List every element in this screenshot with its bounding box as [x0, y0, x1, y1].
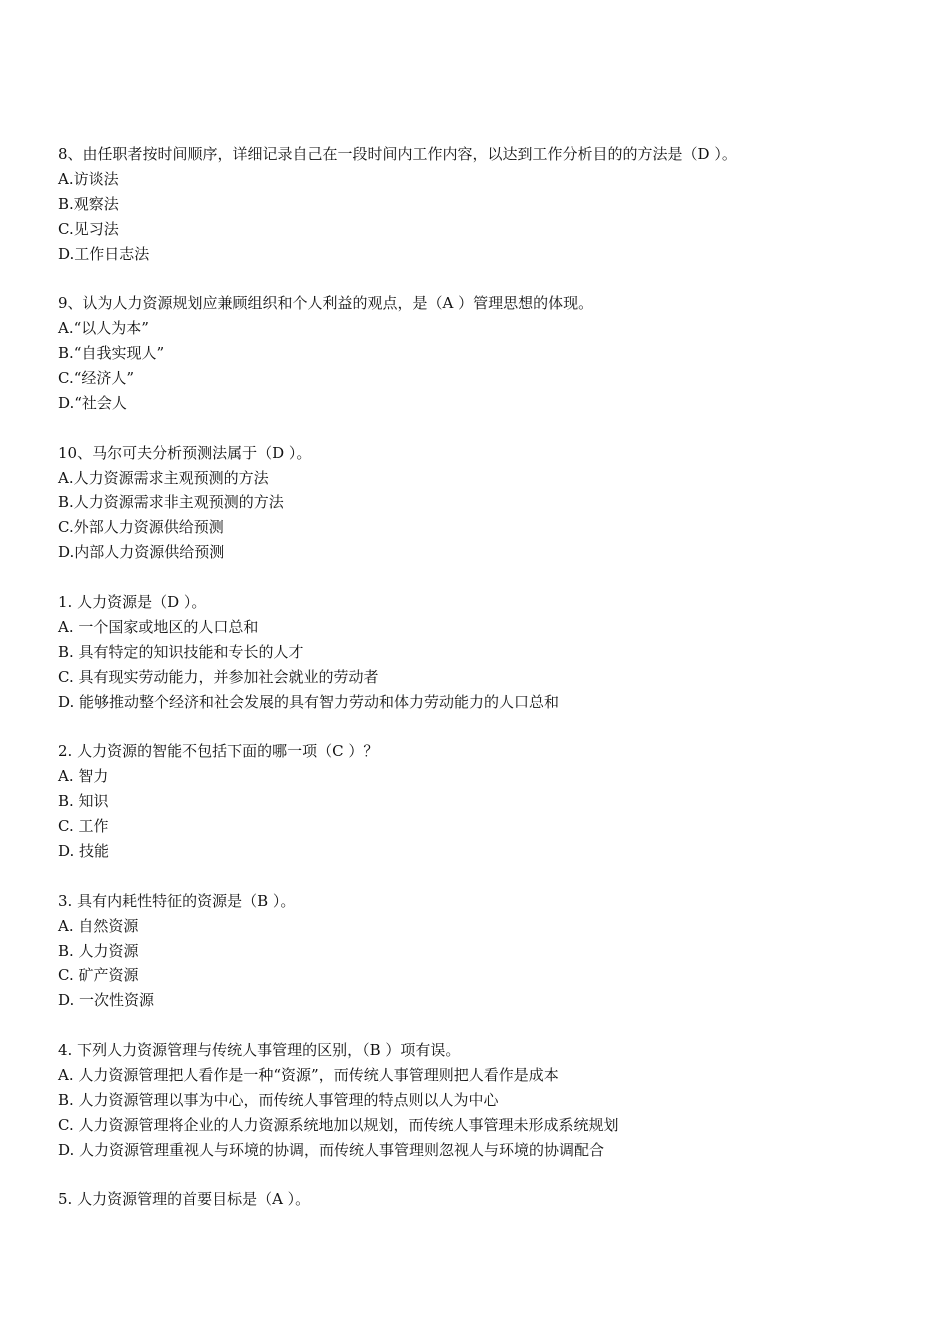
option-b: B.“自我实现人”	[58, 344, 165, 363]
question-3	[58, 889, 918, 1013]
question-stem: 8、由任职者按时间顺序，详细记录自己在一段时间内工作内容，以达到工作分析目的的方法是（D ）。	[58, 145, 737, 163]
option-a: A. 智力	[58, 767, 109, 786]
option-d: D. 一次性资源	[58, 991, 155, 1010]
question-stem: 5. 人力资源管理的首要目标是（A ）。	[58, 1190, 311, 1209]
option-d: D. 能够推动整个经济和社会发展的具有智力劳动和体力劳动能力的人口总和	[58, 692, 560, 711]
option-d: D.工作日志法	[58, 244, 150, 263]
option-b: B. 知识	[58, 792, 109, 811]
question-1	[58, 590, 918, 714]
option-a: A. 人力资源管理把人看作是一种“资源”，而传统人事管理则把人看作是成本	[58, 1065, 559, 1084]
option-c: C. 人力资源管理将企业的人力资源系统地加以规划，而传统人事管理未形成系统规划	[58, 1115, 619, 1134]
option-d: D. 技能	[58, 841, 110, 860]
option-a: A.访谈法	[58, 169, 119, 188]
option-b: B.观察法	[58, 194, 119, 213]
question-stem: 1. 人力资源是（D ）。	[58, 593, 207, 612]
option-c: C.外部人力资源供给预测	[58, 518, 224, 537]
question-stem: 4. 下列人力资源管理与传统人事管理的区别，（B ）项有误。	[58, 1041, 461, 1060]
option-a: A. 一个国家或地区的人口总和	[58, 617, 259, 636]
option-a: A. 自然资源	[58, 916, 139, 935]
option-a: A.人力资源需求主观预测的方法	[58, 468, 269, 487]
question-9	[58, 291, 918, 415]
question-stem: 3. 具有内耗性特征的资源是（B ）。	[58, 891, 296, 910]
option-b: B. 人力资源管理以事为中心，而传统人事管理的特点则以人为中心	[58, 1090, 499, 1109]
option-c: C.见习法	[58, 219, 119, 238]
option-c: C. 具有现实劳动能力，并参加社会就业的劳动者	[58, 667, 379, 686]
option-b: B.人力资源需求非主观预测的方法	[58, 493, 284, 512]
option-c: C. 矿产资源	[58, 966, 139, 985]
question-2	[58, 739, 918, 863]
option-a: A.“以人为本”	[58, 319, 149, 338]
question-stem: 9、认为人力资源规划应兼顾组织和个人利益的观点，是（A ）管理思想的体现。	[58, 294, 594, 313]
option-d: D.内部人力资源供给预测	[58, 543, 225, 562]
question-stem: 10、马尔可夫分析预测法属于（D ）。	[58, 443, 312, 462]
question-8	[58, 142, 918, 266]
option-c: C. 工作	[58, 817, 109, 836]
question-5	[58, 1187, 918, 1212]
option-d: D. 人力资源管理重视人与环境的协调，而传统人事管理则忽视人与环境的协调配合	[58, 1140, 605, 1159]
option-b: B. 具有特定的知识技能和专长的人才	[58, 642, 304, 661]
question-10	[58, 441, 918, 565]
option-d: D.“社会人	[58, 393, 127, 412]
question-4	[58, 1038, 918, 1162]
document-page	[58, 142, 918, 1237]
question-stem: 2. 人力资源的智能不包括下面的哪一项（C ）？	[58, 742, 379, 761]
option-b: B. 人力资源	[58, 941, 139, 960]
option-c: C.“经济人”	[58, 369, 135, 388]
